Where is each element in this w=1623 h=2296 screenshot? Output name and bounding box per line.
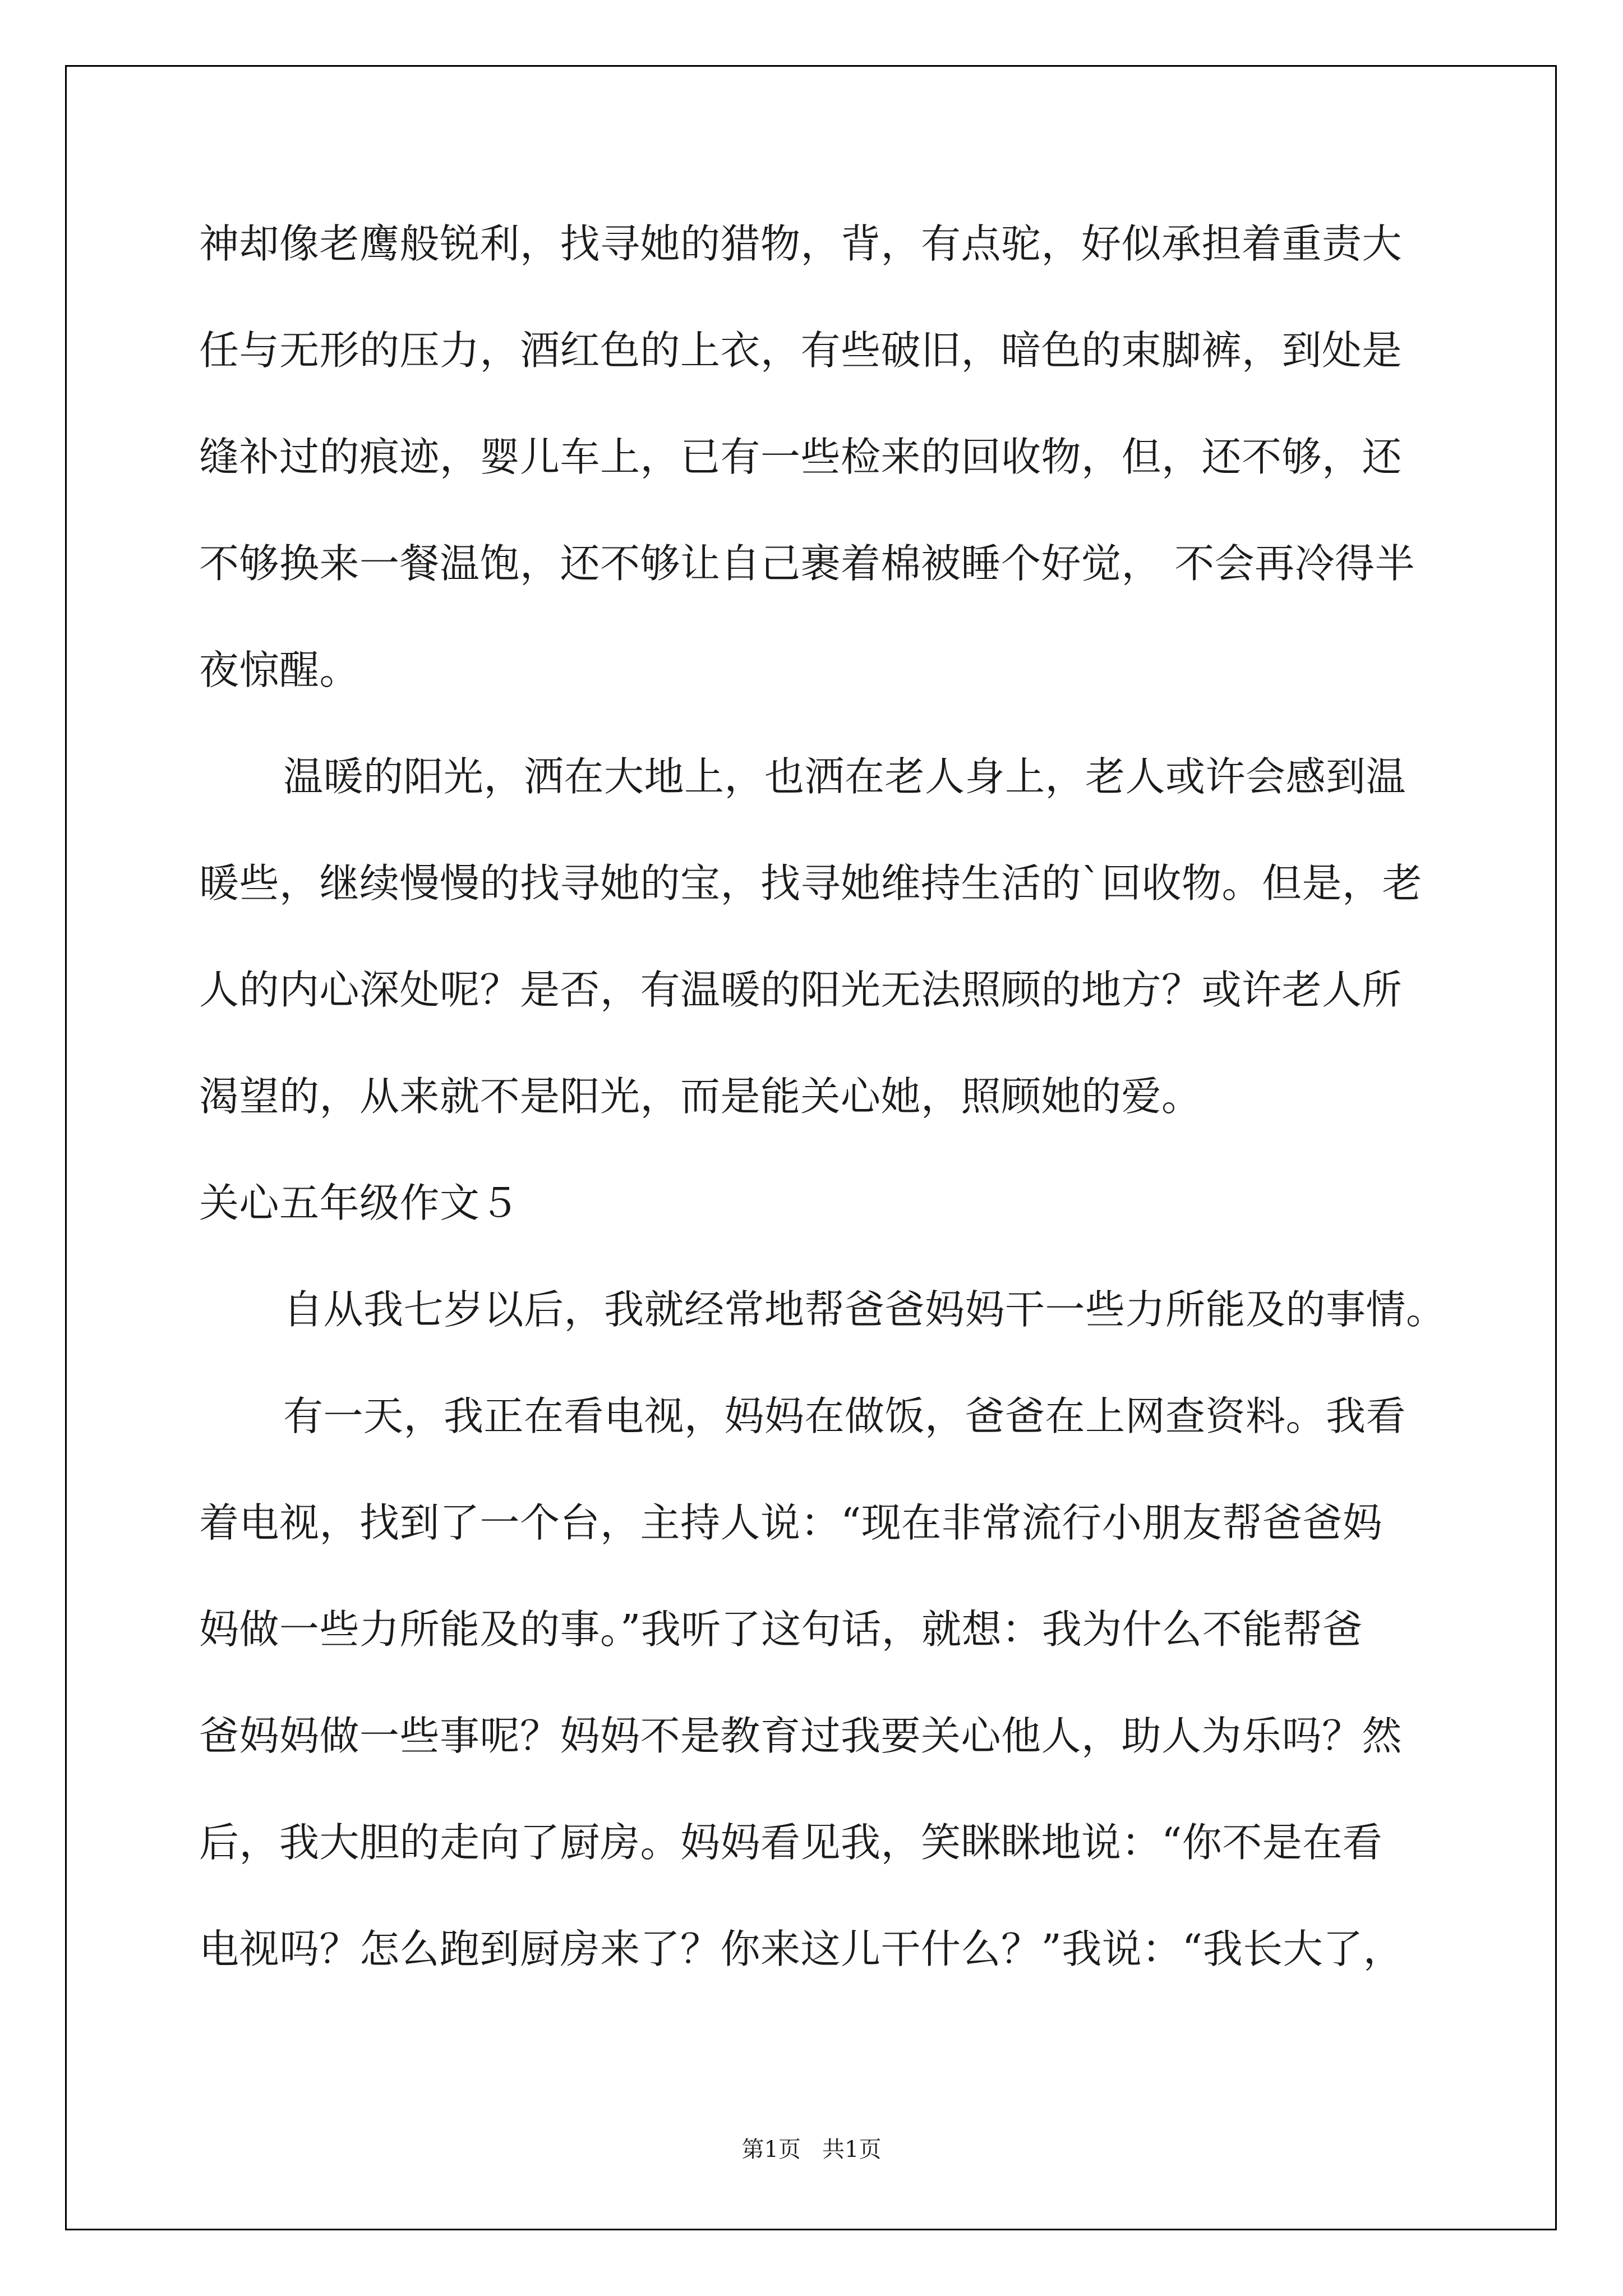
paragraph-start-line: 有一天，我正在看电视，妈妈在做饭，爸爸在上网查资料。我看: [283, 1393, 1407, 1439]
page-number-footer: 第1页 共1页: [741, 2137, 882, 2162]
text-line: 暖些，继续慢慢的找寻她的宝，找寻她维持生活的`回收物。但是，老: [199, 860, 1423, 907]
text-line: 渴望的，从来就不是阳光，而是能关心她，照顾她的爱。: [199, 1073, 1202, 1120]
text-line: 人的内心深处呢？是否，有温暖的阳光无法照顾的地方？或许老人所: [199, 967, 1403, 1013]
text-line: 后，我大胆的走向了厨房。妈妈看见我，笑眯眯地说：“你不是在看: [199, 1819, 1383, 1866]
text-line: 妈做一些力所能及的事。”我听了这句话，就想：我为什么不能帮爸: [199, 1606, 1363, 1653]
text-line: 缝补过的痕迹，婴儿车上，已有一些检来的回收物，但，还不够，还: [199, 434, 1403, 480]
document-body: [199, 210, 1446, 2022]
text-line: 着电视，找到了一个台，主持人说：“现在非常流行小朋友帮爸爸妈: [199, 1499, 1383, 1546]
text-line: 爸妈妈做一些事呢？妈妈不是教育过我要关心他人，助人为乐吗？然: [199, 1713, 1403, 1759]
text-line: 夜惊醒。: [199, 647, 360, 693]
paragraph-start-line: 自从我七岁以后，我就经常地帮爸爸妈妈干一些力所能及的事情。: [283, 1286, 1446, 1333]
text-line: 神却像老鹰般锐利，找寻她的猎物，背，有点驼，好似承担着重责大: [199, 220, 1403, 267]
text-line: 任与无形的压力，酒红色的上衣，有些破旧，暗色的束脚裤，到处是: [199, 327, 1403, 374]
paragraph-start-line: 温暖的阳光，洒在大地上，也洒在老人身上，老人或许会感到温: [283, 753, 1407, 800]
section-heading: 关心五年级作文５: [199, 1180, 520, 1226]
text-line: 电视吗？怎么跑到厨房来了？你来这儿干什么？”我说：“我长大了，: [199, 1926, 1404, 1972]
text-line: 不够换来一餐温饱，还不够让自己裹着棉被睡个好觉， 不会再冷得半: [199, 540, 1415, 587]
